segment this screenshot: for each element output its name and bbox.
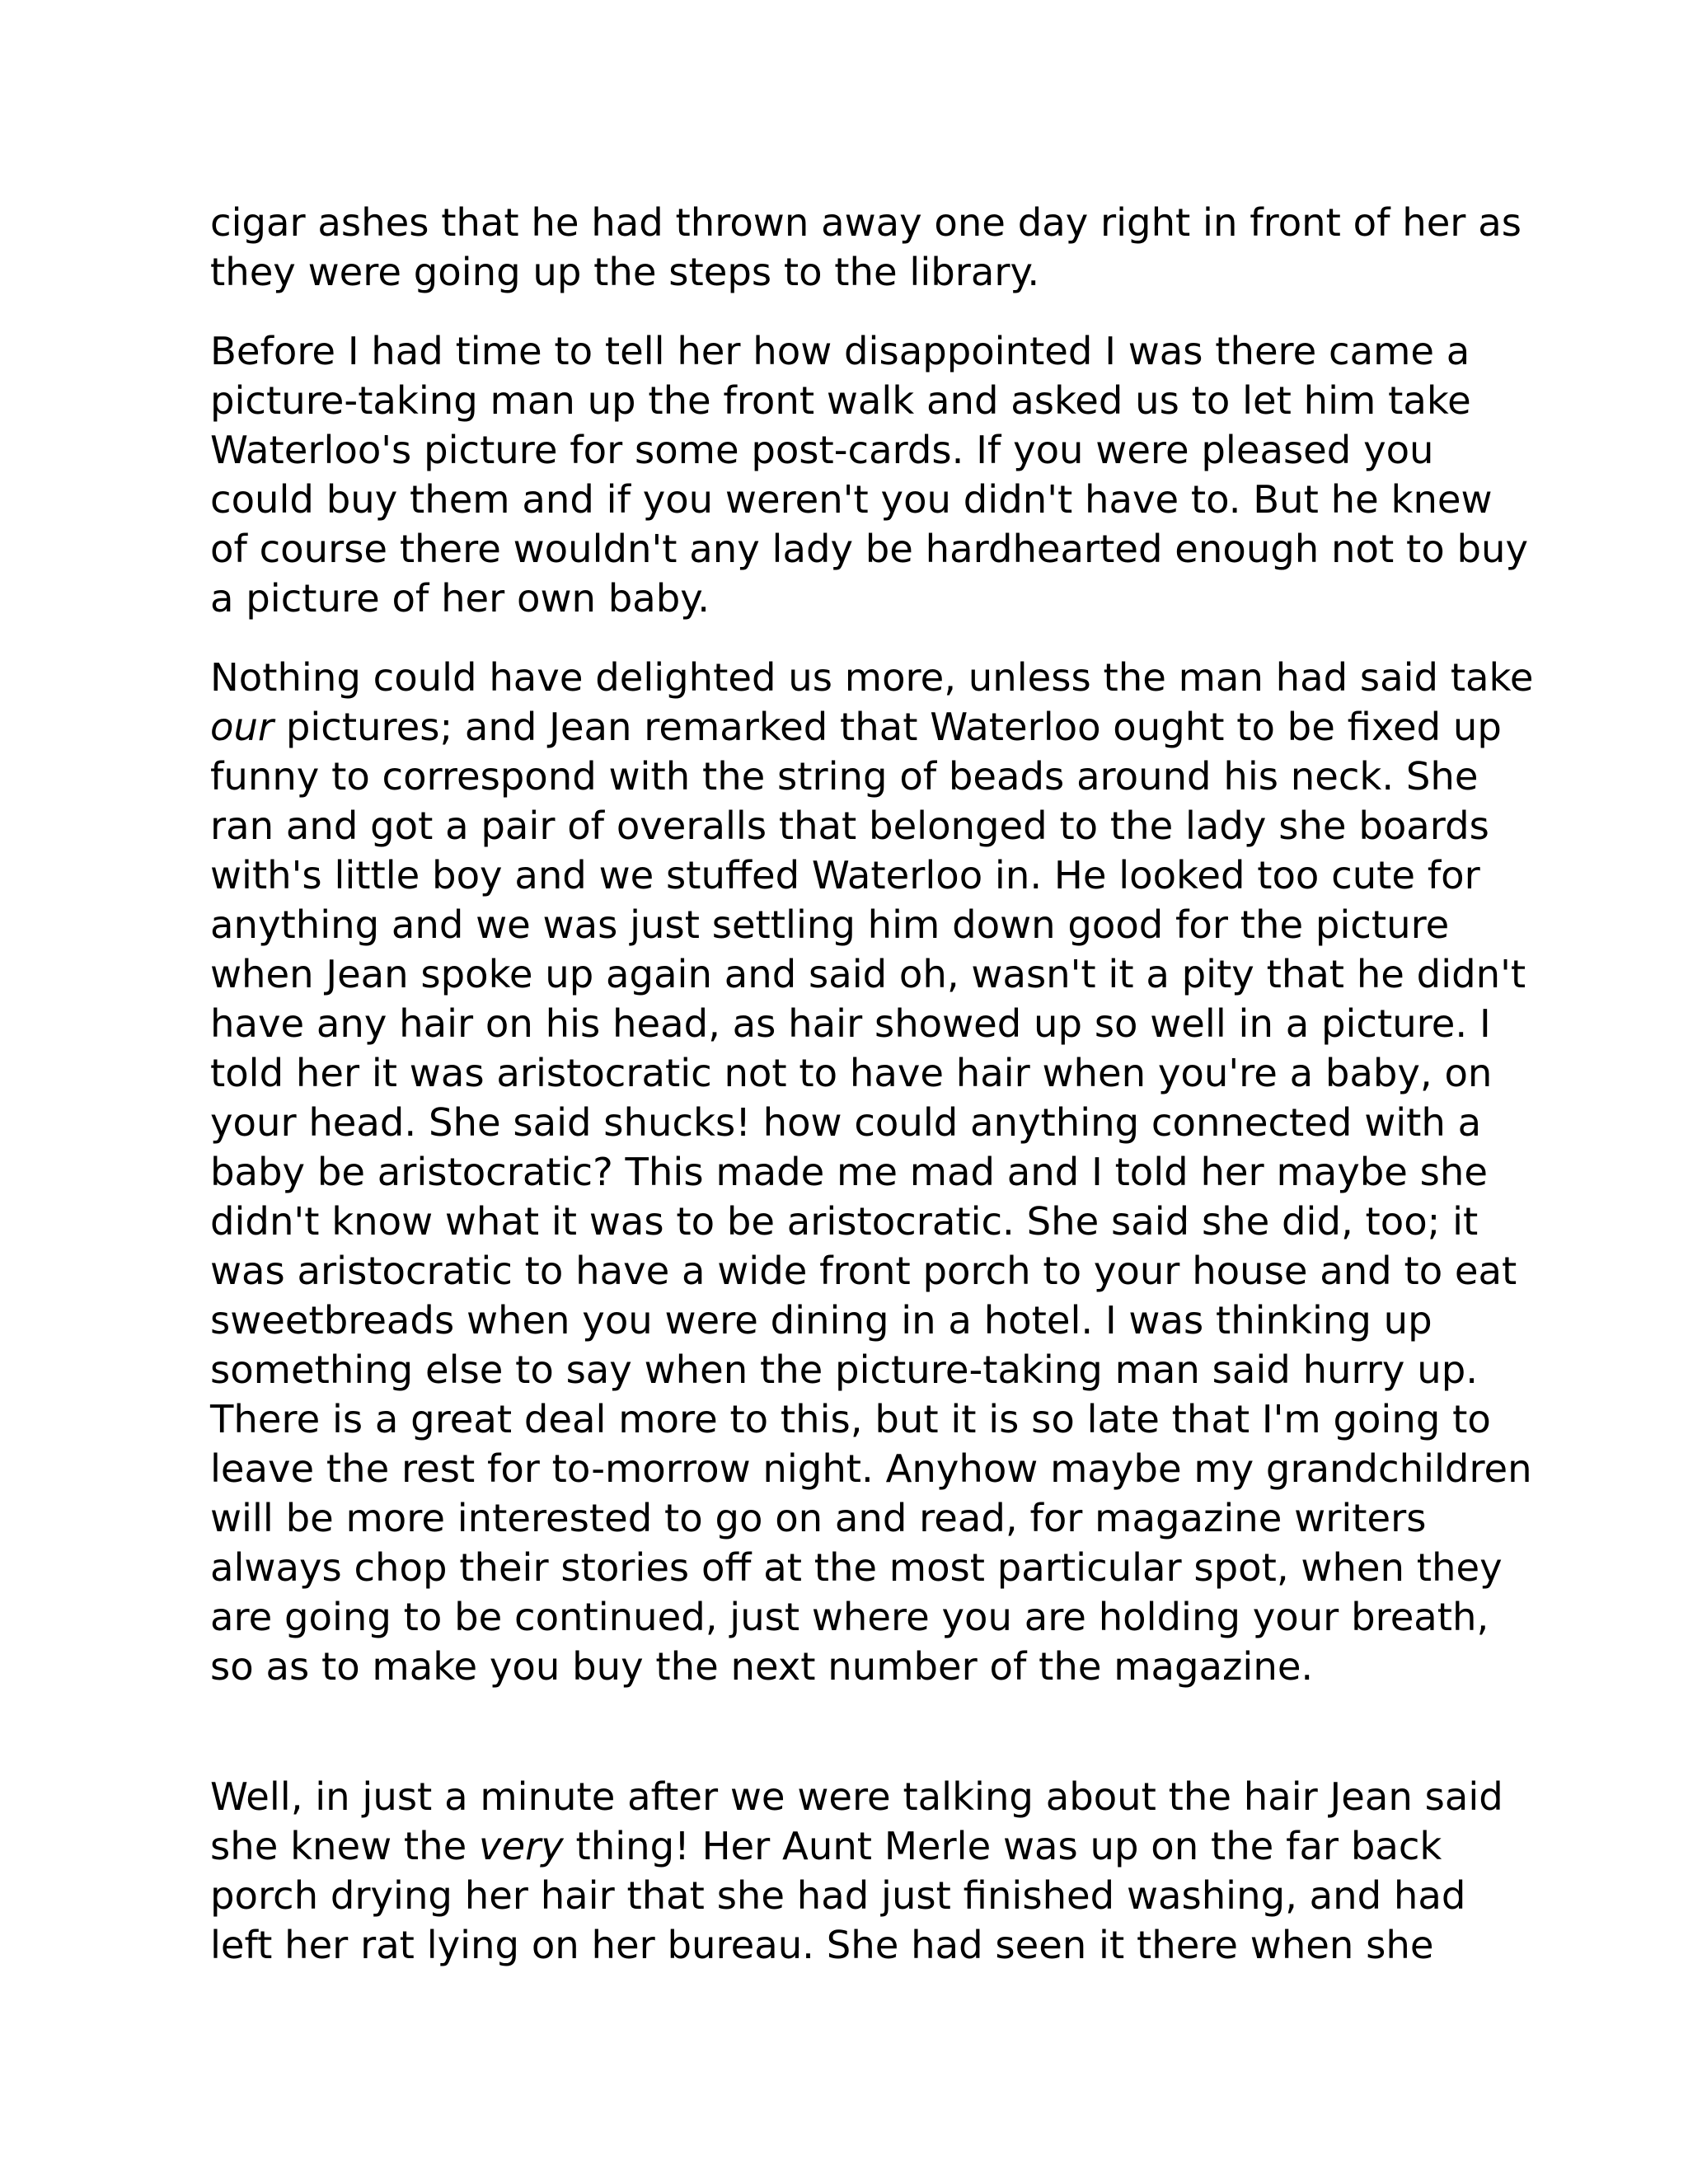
text-line: a picture of her own baby. [210, 576, 710, 621]
text-line: could buy them and if you weren't you didn't have to. But he knew [210, 477, 1493, 522]
paragraph-4 [210, 1772, 1503, 1970]
text-line: cigar ashes that he had thrown away one day right in front of her as [210, 200, 1522, 245]
text-line [210, 1821, 1496, 1871]
paragraph-2 [210, 326, 1528, 623]
text-line: with's little boy and we stuffed Waterloo in. He looked too cute for [210, 853, 1480, 898]
text-line: leave the rest for to-morrow night. Anyhow maybe my grandchildren [210, 1446, 1532, 1491]
text-line: didn't know what it was to be aristocratic. She said she did, too; it [210, 1199, 1479, 1244]
text-line: was aristocratic to have a wide front porch to your house and to eat [210, 1249, 1517, 1293]
text-line: told her it was aristocratic not to have hair when you're a baby, on [210, 1051, 1493, 1095]
text-line: left her rat lying on her bureau. She had seen it there when she [210, 1923, 1434, 1967]
text-run: pictures; and Jean remarked that Waterloo ought to be fixed up [274, 705, 1502, 749]
paragraph-1 [210, 198, 1522, 297]
italic-word: our [210, 705, 274, 749]
text-line: funny to correspond with the string of beads around his neck. She [210, 754, 1479, 799]
text-line: something else to say when the picture-taking man said hurry up. [210, 1347, 1478, 1392]
text-line: will be more interested to go on and read, for magazine writers [210, 1496, 1427, 1540]
text-line: when Jean spoke up again and said oh, wasn't it a pity that he didn't [210, 952, 1526, 996]
text-line: always chop their stories off at the most particular spot, when they [210, 1545, 1503, 1590]
text-line: of course there wouldn't any lady be hardhearted enough not to buy [210, 527, 1528, 571]
text-line [210, 702, 1502, 752]
text-run: thing! Her Aunt Merle was up on the far back [563, 1824, 1442, 1868]
text-line: Waterloo's picture for some post-cards. If you were pleased you [210, 428, 1434, 472]
text-line: porch drying her hair that she had just finished washing, and had [210, 1873, 1466, 1918]
text-line: sweetbreads when you were dining in a hotel. I was thinking up [210, 1298, 1432, 1343]
text-line: are going to be continued, just where you are holding your breath, [210, 1595, 1489, 1639]
italic-word: very [479, 1824, 564, 1868]
text-line: picture-taking man up the front walk and asked us to let him take [210, 378, 1471, 423]
text-line: anything and we was just settling him down good for the picture [210, 902, 1450, 947]
text-line: so as to make you buy the next number of the magazine. [210, 1644, 1314, 1689]
text-line: Well, in just a minute after we were talking about the hair Jean said [210, 1774, 1503, 1819]
document-page [210, 198, 1534, 1970]
text-line: Before I had time to tell her how disappointed I was there came a [210, 329, 1470, 373]
text-line: they were going up the steps to the library. [210, 250, 1040, 294]
text-line: ran and got a pair of overalls that belonged to the lady she boards [210, 804, 1489, 848]
text-line: Nothing could have delighted us more, unless the man had said take [210, 655, 1534, 700]
text-line: There is a great deal more to this, but it is so late that I'm going to [210, 1397, 1491, 1441]
text-line: your head. She said shucks! how could anything connected with a [210, 1100, 1482, 1145]
text-run: she knew the [210, 1824, 479, 1868]
text-line: baby be aristocratic? This made me mad and I told her maybe she [210, 1150, 1488, 1194]
text-line: have any hair on his head, as hair showed up so well in a picture. I [210, 1001, 1491, 1046]
paragraph-3 [210, 653, 1534, 1691]
